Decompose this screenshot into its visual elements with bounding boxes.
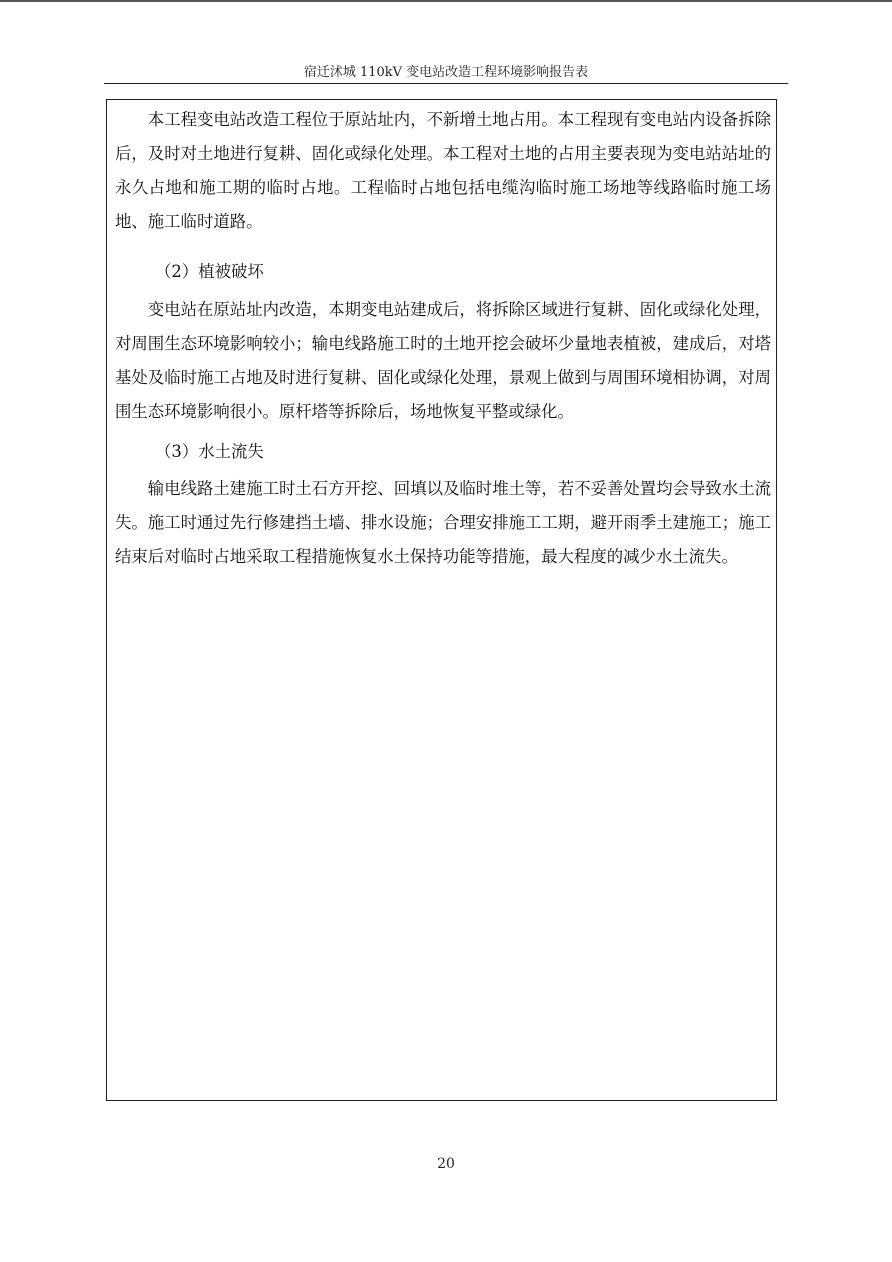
paragraph-vegetation-damage: 变电站在原站址内改造，本期变电站建成后，将拆除区域进行复耕、固化或绿化处理，对周围生态环境影响较小；输电线路施工时的土地开挖会破坏少量地表植被，建成后，对塔基处及临时施工占地及时进行复耕、固化或绿化处理，景观上做到与周围环境相协调，对周围生态环境影响很小。原杆塔等拆除后，场地恢复平整或绿化。 xyxy=(115,300,771,421)
content-frame xyxy=(106,99,777,1101)
page-top-edge xyxy=(0,0,892,2)
heading-vegetation-damage: （2）植被破坏 xyxy=(155,262,264,281)
header-rule xyxy=(104,83,788,84)
running-header: 宿迁沭城 110kV 变电站改造工程环境影响报告表 xyxy=(303,65,589,80)
heading-soil-erosion: （3）水土流失 xyxy=(155,442,264,461)
page-number: 20 xyxy=(437,1156,455,1172)
paragraph-soil-erosion: 输电线路土建施工时土石方开挖、回填以及临时堆土等，若不妥善处置均会导致水土流失。施工时通过先行修建挡土墙、排水设施；合理安排施工工期，避开雨季土建施工；施工结束后对临时占地采取工程措施恢复水土保持功能等措施，最大程度的减少水土流失。 xyxy=(115,479,771,566)
paragraph-land-use: 本工程变电站改造工程位于原站址内，不新增土地占用。本工程现有变电站内设备拆除后，及时对土地进行复耕、固化或绿化处理。本工程对土地的占用主要表现为变电站站址的永久占地和施工期的临时占地。工程临时占地包括电缆沟临时施工场地等线路临时施工场地、施工临时道路。 xyxy=(115,110,771,231)
